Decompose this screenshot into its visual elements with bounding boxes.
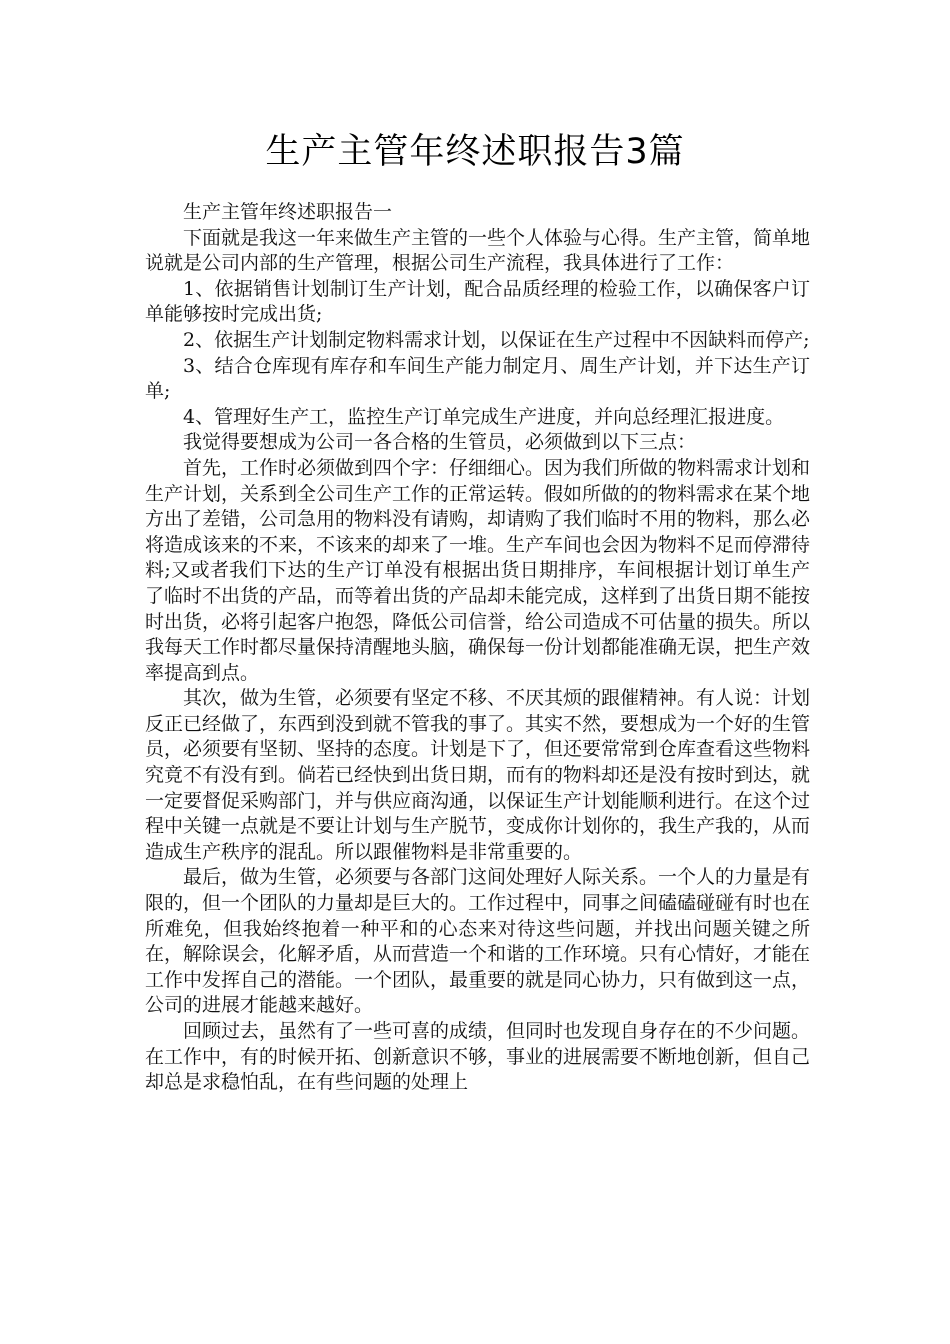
document-body: [145, 200, 810, 1096]
document-title: 生产主管年终述职报告3篇: [265, 132, 685, 172]
paragraph: 下面就是我这一年来做生产主管的一些个人体验与心得。生产主管，简单地说就是公司内部的生产管理，根据公司生产流程，我具体进行了工作：: [145, 226, 811, 275]
section-heading: 生产主管年终述职报告一: [183, 201, 393, 223]
list-item: 4、管理好生产工，监控生产订单完成生产进度，并向总经理汇报进度。: [183, 405, 785, 428]
paragraph: 其次，做为生管，必须要有坚定不移、不厌其烦的跟催精神。有人说：计划反正已经做了，东西到没到就不管我的事了。其实不然，要想成为一个好的生管员，必须要有坚韧、坚持的态度。计划是下了，但还要常常到仓库查看这些物料究竟不有没有到。倘若已经快到出货日期，而有的物料却还是没有按时到达，就一定要督促采购部门，并与供应商沟通，以保证生产计划能顺利进行。在这个过程中关键一点就是不要让计划与生产脱节，变成你计划你的，我生产我的，从而造成生产秩序的混乱。所以跟催物料是非常重要的。: [145, 687, 811, 863]
list-item: 2、依据生产计划制定物料需求计划，以保证在生产过程中不因缺料而停产;: [183, 328, 810, 351]
list-item: 1、依据销售计划制订生产计划，配合品质经理的检验工作，以确保客户订单能够按时完成出货;: [145, 277, 810, 326]
paragraph: 首先，工作时必须做到四个字：仔细细心。因为我们所做的物料需求计划和生产计划，关系到全公司生产工作的正常运转。假如所做的的物料需求在某个地方出了差错，公司急用的物料没有请购，却请购了我们临时不用的物料，那么必将造成该来的不来，不该来的却来了一堆。生产车间也会因为物料不足而停滞待料;又或者我们下达的生产订单没有根据出货日期排序，车间根据计划订单生产了临时不出货的产品，而等着出货的产品却未能完成，这样到了出货日期不能按时出货，必将引起客户抱怨，降低公司信誉，给公司造成不可估量的损失。所以我每天工作时都尽量保持清醒地头脑，确保每一份计划都能准确无误，把生产效率提高到点。: [145, 456, 811, 684]
paragraph: 回顾过去，虽然有了一些可喜的成绩，但同时也发现自身存在的不少问题。在工作中，有的时候开拓、创新意识不够，事业的进展需要不断地创新，但自己却总是求稳怕乱，在有些问题的处理上: [145, 1020, 811, 1094]
paragraph: 最后，做为生管，必须要与各部门这间处理好人际关系。一个人的力量是有限的，但一个团队的力量却是巨大的。工作过程中，同事之间磕磕碰碰有时也在所难免，但我始终抱着一种平和的心态来对待这些问题，并找出问题关键之所在，解除误会，化解矛盾，从而营造一个和谐的工作环境。只有心情好，才能在工作中发挥自己的潜能。一个团队，最重要的就是同心协力，只有做到这一点，公司的进展才能越来越好。: [145, 866, 811, 1017]
paragraph: 我觉得要想成为公司一各合格的生管员，必须做到以下三点：: [183, 431, 697, 454]
list-item: 3、结合仓库现有库存和车间生产能力制定月、周生产计划，并下达生产订单;: [145, 354, 810, 403]
